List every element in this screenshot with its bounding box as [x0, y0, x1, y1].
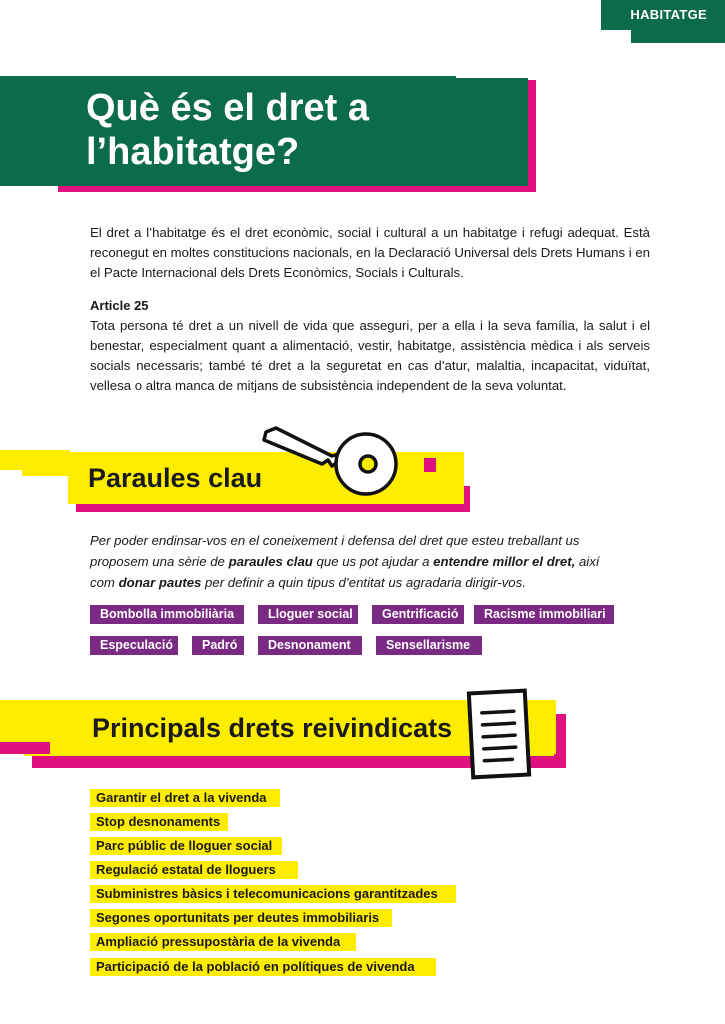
keywords-intro-bold-2: entendre millor el dret, [433, 554, 576, 569]
keywords-intro-text-2: que us pot ajudar a [312, 554, 434, 569]
section-tag: HABITATGE [601, 0, 725, 30]
keyword-chip: Desnonament [258, 636, 362, 655]
keyword-chip: Padró [192, 636, 244, 655]
rights-pink-accent [0, 742, 50, 754]
keywords-intro [90, 530, 610, 593]
page-title-line2: l’habitatge? [86, 131, 300, 173]
keyword-chip: Racisme immobiliari [474, 605, 614, 624]
keyword-chip: Lloguer social [258, 605, 358, 624]
document-icon [465, 686, 537, 782]
key-icon [262, 426, 402, 506]
keyword-chip: Sensellarisme [376, 636, 482, 655]
list-item: Subministres bàsics i telecomunicacions garantitzades [90, 885, 456, 903]
keywords-intro-text-4: per definir a quin tipus d’entitat us agradaria dirigir-vos. [201, 575, 526, 590]
keywords-intro-text-3: així com [90, 554, 600, 590]
keywords-intro-bold-3: donar pautes [118, 575, 202, 590]
keywords-intro-bold-1: paraules clau [228, 554, 313, 569]
keyword-chip: Bombolla immobiliària [90, 605, 244, 624]
page-title [86, 86, 526, 174]
list-item: Regulació estatal de lloguers [90, 861, 298, 879]
list-item: Segones oportunitats per deutes immobiliaris [90, 909, 392, 927]
rights-title: Principals drets reivindicats [92, 713, 453, 743]
list-item: Parc públic de lloguer social [90, 837, 282, 855]
page-title-line1: Què és el dret a [86, 87, 370, 129]
keywords-pink-accent [424, 458, 436, 472]
keywords-title: Paraules clau [88, 463, 263, 493]
list-item: Participació de la població en polítiques de vivenda [90, 958, 436, 976]
article-heading: Article 25 [90, 298, 149, 313]
list-item: Garantir el dret a la vivenda [90, 789, 280, 807]
keyword-chip: Gentrificació [372, 605, 464, 624]
list-item: Stop desnonaments [90, 813, 228, 831]
list-item: Ampliació pressupostària de la vivenda [90, 933, 356, 951]
keywords-intro-text-1: Per poder endinsar-vos en el coneixement i defensa del dret que esteu treballant us proposem una sèrie de [90, 533, 580, 569]
intro-paragraph: El dret a l’habitatge és el dret econòmic, social i cultural a un habitatge i refugi adequat. Està reconegut en moltes constitucions nacionals, en la Declaració Universal dels Drets Humans i en el Pacte Internacional dels Drets Econòmics, Socials i Culturals. [90, 225, 651, 280]
keyword-chip: Especulació [90, 636, 178, 655]
article-body: Tota persona té dret a un nivell de vida que asseguri, per a ella i la seva família, la salut i el benestar, especialment quant a alimentació, vestir, habitatge, assistència mèdica i als serveis socials necessaris; també té dret a la seguretat en cas d’atur, malaltia, incapacitat, viduïtat, vellesa o altra manca de mitjans de subsistència independent de la seva voluntat. [90, 318, 650, 393]
